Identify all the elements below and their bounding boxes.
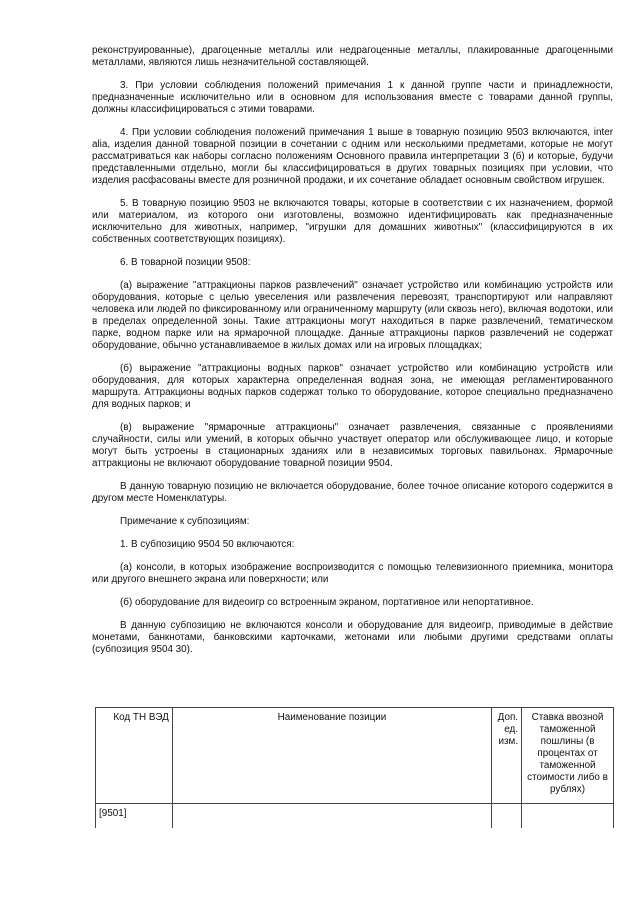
paragraph-subheading-exclusion: В данную субпозицию не включаются консоли и оборудование для видеоигр, приводимые в действие монетами, банкнотами, банковскими карточками, жетонами или любыми другими средствами оплаты (субпозиция 9504 30). [92,620,613,655]
paragraph-note-6a: (а) выражение "аттракционы парков развлечений" означает устройство или комбинацию устройств или оборудования, которые с целью увеселения или развлечения перевозят, транспортируют или направляют человека или людей по фиксированному или ограниченному маршруту (или сквозь него), включая водотоки, или в пределах определенной зоны. Такие аттракционы могут находиться в парке развлечений, тематическом парке, водном парке или на ярмарочной площадке. Данные аттракционы парков развлечений не содержат оборудование, обычно устанавливаемое в жилых домах или на игровых площадках; [92,280,613,351]
paragraph-note-6b: (б) выражение "аттракционы водных парков" означает устройство или комбинацию устройств или оборудования, для которых характерна определенная водная зона, не имеющая регламентированного маршрута. Аттракционы водных парков содержат только то оборудование, которое специально предназначено для водных парков; и [92,363,613,410]
paragraph-exclusion: В данную товарную позицию не включается оборудование, более точное описание которого содержится в другом месте Номенклатуры. [92,481,613,504]
paragraph-note-5: 5. В товарную позицию 9503 не включаются товары, которые в соответствии с их назначением, формой или материалом, из которого они изготовлены, возможно идентифицировать как предназначенные исключительно для животных, например, "игрушки для домашних животных" (классифицируются в их собственных соответствующих позициях). [92,198,613,245]
cell-unit [492,804,522,829]
header-duty-rate: Ставка ввозной таможенной пошлины (в процентах от таможенной стоимости либо в рублях) [522,708,614,804]
cell-duty-rate [522,804,614,829]
paragraph-subheading-note-1: 1. В субпозицию 9504 50 включаются: [120,539,295,550]
paragraph-note-4: 4. При условии соблюдения положений примечания 1 выше в товарную позицию 9503 включаются, inter alia, изделия данной товарной позиции в сочетании с одним или несколькими предметами, которые не могут рассматриваться как наборы согласно положениям Основного правила интерпретации 3 (б) и которые, будучи представленными отдельно, могли бы классифицироваться в других товарных позициях при условии, что изделия расфасованы вместе для розничной продажи, и их сочетание обладает основным свойством игрушек. [92,127,613,186]
header-name: Наименование позиции [172,708,491,804]
document-body [92,45,613,667]
header-code: Код ТН ВЭД [96,708,173,804]
paragraph-note-3: 3. При условии соблюдения положений примечания 1 к данной группе части и принадлежности, предназначенные исключительно или в основном для использования вместе с товарами данной группы, должны классифицироваться с этими товарами. [92,80,613,115]
table-row [96,804,614,829]
paragraph-continuation: реконструированные), драгоценные металлы или недрагоценные металлы, плакированные драгоценными металлами, являются лишь незначительной составляющей. [92,45,613,68]
paragraph-note-6c: (в) выражение "ярмарочные аттракционы" означает развлечения, связанные с проявлениями случайности, силы или умений, в которых обычно участвует оператор или обслуживающее лицо, и которые могут быть устроены в стационарных зданиях или в независимых торговых павильонах. Ярмарочные аттракционы не включают оборудование товарной позиции 9504. [92,422,613,469]
header-unit: Доп. ед. изм. [492,708,522,804]
cell-code: [9501] [96,804,173,829]
table-header-row [96,708,614,804]
paragraph-subheading-note-1a: (а) консоли, в которых изображение воспроизводится с помощью телевизионного приемника, монитора или другого внешнего экрана или поверхности; или [92,562,613,585]
tariff-table [95,707,614,828]
paragraph-subheading-note-1b: (б) оборудование для видеоигр со встроенным экраном, портативное или непортативное. [120,597,534,608]
paragraph-note-6: 6. В товарной позиции 9508: [120,257,251,268]
cell-name [172,804,491,829]
paragraph-subheading-note-title: Примечание к субпозициям: [120,516,250,527]
